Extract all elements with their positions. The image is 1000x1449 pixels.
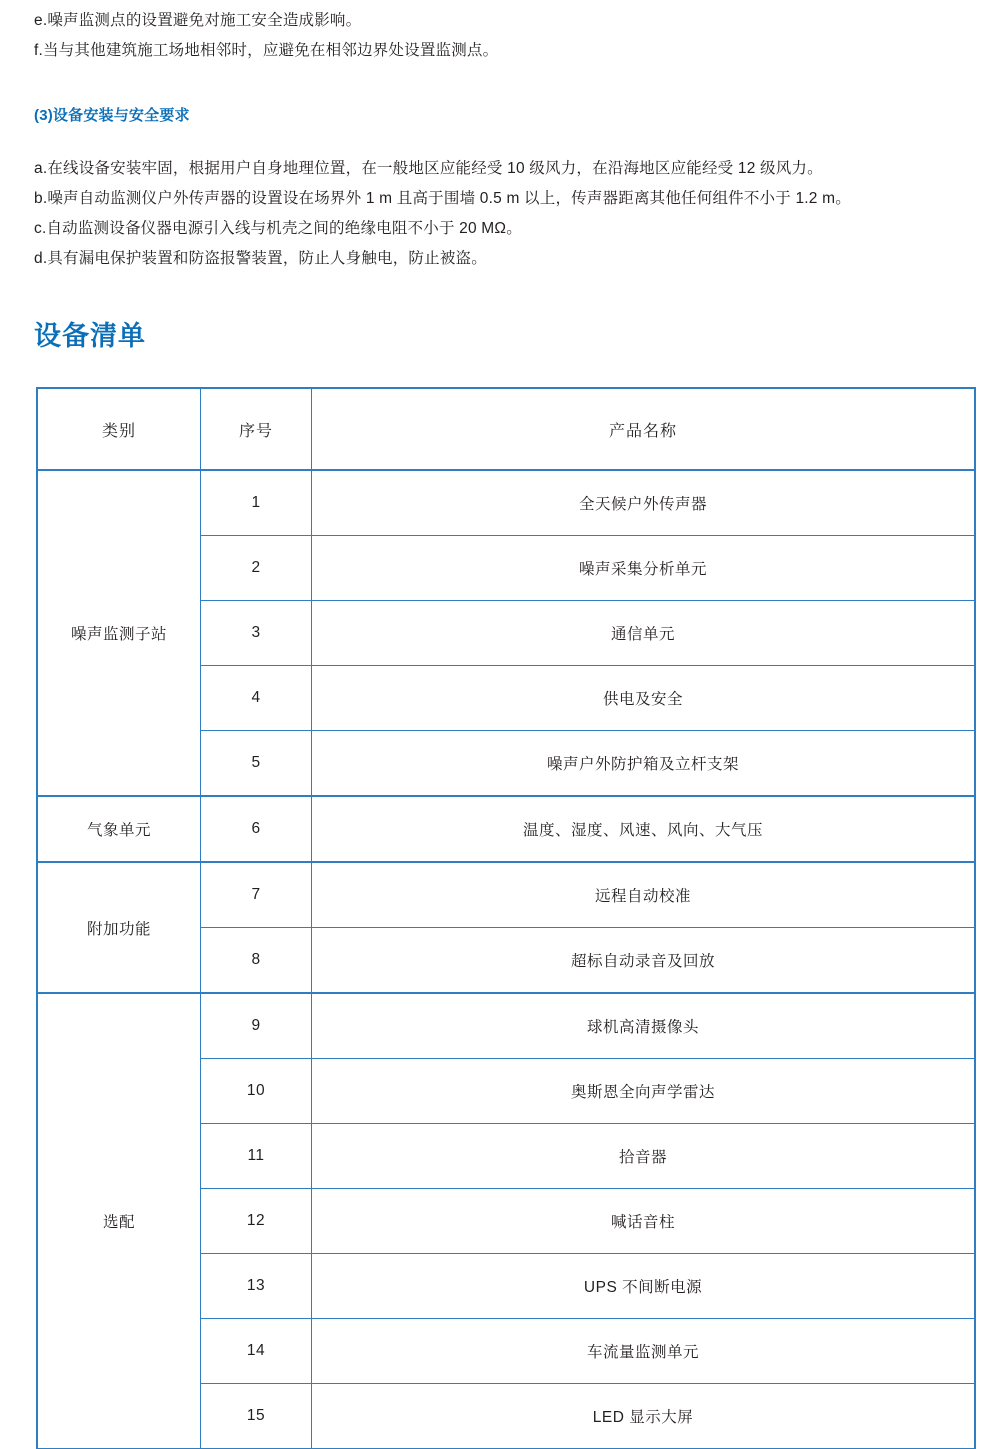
table-row xyxy=(37,862,975,928)
index-cell: 8 xyxy=(201,928,312,994)
product-cell: 温度、湿度、风速、风向、大气压 xyxy=(312,796,976,862)
column-header-product: 产品名称 xyxy=(312,388,976,470)
index-cell: 9 xyxy=(201,993,312,1059)
category-cell: 气象单元 xyxy=(37,796,201,862)
requirement-paragraph: a.在线设备安装牢固，根据用户自身地理位置，在一般地区应能经受 10 级风力，在沿海地区应能经受 12 级风力。 xyxy=(34,160,823,177)
product-cell: 奥斯恩全向声学雷达 xyxy=(312,1059,976,1124)
product-cell: 噪声户外防护箱及立杆支架 xyxy=(312,731,976,797)
category-cell: 选配 xyxy=(37,993,201,1449)
table-header-row xyxy=(37,388,975,470)
table-row xyxy=(37,796,975,862)
index-cell: 4 xyxy=(201,666,312,731)
requirement-paragraph: d.具有漏电保护装置和防盗报警装置，防止人身触电，防止被盗。 xyxy=(34,250,487,267)
equipment-table xyxy=(36,387,976,1449)
section-heading: (3)设备安装与安全要求 xyxy=(34,107,190,124)
index-cell: 3 xyxy=(201,601,312,666)
product-cell: 远程自动校准 xyxy=(312,862,976,928)
requirement-paragraph: c.自动监测设备仪器电源引入线与机壳之间的绝缘电阻不小于 20 MΩ。 xyxy=(34,220,522,237)
index-cell: 14 xyxy=(201,1319,312,1384)
category-cell: 噪声监测子站 xyxy=(37,470,201,796)
product-cell: 拾音器 xyxy=(312,1124,976,1189)
index-cell: 5 xyxy=(201,731,312,797)
product-cell: 球机高清摄像头 xyxy=(312,993,976,1059)
index-cell: 10 xyxy=(201,1059,312,1124)
index-cell: 2 xyxy=(201,536,312,601)
product-cell: 全天候户外传声器 xyxy=(312,470,976,536)
product-cell: 喊话音柱 xyxy=(312,1189,976,1254)
product-cell: 供电及安全 xyxy=(312,666,976,731)
category-cell: 附加功能 xyxy=(37,862,201,993)
product-cell: 噪声采集分析单元 xyxy=(312,536,976,601)
index-cell: 15 xyxy=(201,1384,312,1449)
index-cell: 6 xyxy=(201,796,312,862)
column-header-index: 序号 xyxy=(201,388,312,470)
requirement-paragraph: b.噪声自动监测仪户外传声器的设置设在场界外 1 m 且高于围墙 0.5 m 以上，传声器距离其他任何组件不小于 1.2 m。 xyxy=(34,190,851,207)
product-cell: 超标自动录音及回放 xyxy=(312,928,976,994)
table-row xyxy=(37,993,975,1059)
intro-paragraph: f.当与其他建筑施工场地相邻时，应避免在相邻边界处设置监测点。 xyxy=(34,42,499,59)
table-row xyxy=(37,470,975,536)
intro-paragraph: e.噪声监测点的设置避免对施工安全造成影响。 xyxy=(34,12,362,29)
equipment-table-container xyxy=(0,387,1000,1449)
product-cell: 通信单元 xyxy=(312,601,976,666)
index-cell: 13 xyxy=(201,1254,312,1319)
column-header-category: 类别 xyxy=(37,388,201,470)
product-cell: UPS 不间断电源 xyxy=(312,1254,976,1319)
page-title: 设备清单 xyxy=(34,321,146,351)
index-cell: 12 xyxy=(201,1189,312,1254)
index-cell: 11 xyxy=(201,1124,312,1189)
intro-section xyxy=(0,0,1000,274)
product-cell: 车流量监测单元 xyxy=(312,1319,976,1384)
index-cell: 7 xyxy=(201,862,312,928)
index-cell: 1 xyxy=(201,470,312,536)
product-cell: LED 显示大屏 xyxy=(312,1384,976,1449)
